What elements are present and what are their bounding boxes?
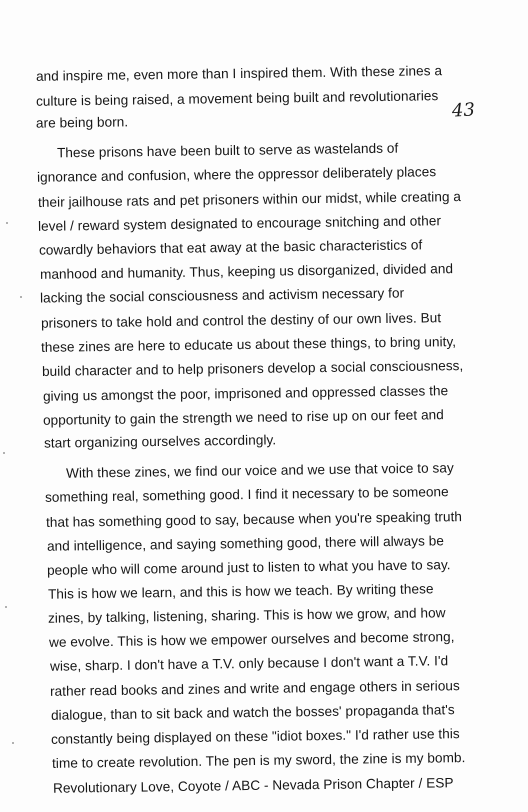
text-line: level / reward system designated to encourage snitching and other <box>37 213 442 234</box>
text-line: ignorance and confusion, where the oppressor deliberately places <box>36 164 437 185</box>
text-line: zines, by talking, listening, sharing. This is how we grow, and how <box>47 605 446 626</box>
scan-speck <box>5 606 7 608</box>
page-number: 43 <box>451 99 476 122</box>
text-line: build character and to help prisoners develop a social consciousness, <box>41 358 464 379</box>
text-line: manhood and humanity. Thus, keeping us disorganized, divided and <box>39 261 454 282</box>
text-line: start organizing ourselves accordingly. <box>43 432 277 451</box>
text-line: are being born. <box>35 114 129 131</box>
text-line: These prisons have been built to serve as wastelands of <box>56 140 399 161</box>
text-line: lacking the social consciousness and activism necessary for <box>39 285 405 306</box>
text-line: rather read books and zines and write and engage others in serious <box>49 678 460 699</box>
text-line: This is how we learn, and this is how we teach. By writing these <box>47 581 434 602</box>
text-line: something real, something good. I find it necessary to be someone <box>44 484 449 505</box>
text-line: and inspire me, even more than I inspired them. With these zines a <box>35 63 443 84</box>
text-line: time to create revolution. The pen is my sword, the zine is my bomb. <box>51 750 466 771</box>
text-line: Revolutionary Love, Coyote / ABC - Nevada Prison Chapter / ESP <box>52 775 454 796</box>
scan-speck <box>20 296 22 298</box>
text-line: opportunity to gain the strength we need to rise up on our feet and <box>42 407 444 428</box>
text-line: these zines are here to educate us about these things, to bring unity, <box>40 334 457 355</box>
text-line: wise, sharp. I don't have a T.V. only because I don't want a T.V. I'd <box>49 653 449 674</box>
text-line: culture is being raised, a movement being built and revolutionaries <box>35 88 439 109</box>
scan-speck <box>6 222 8 224</box>
text-line: dialogue, than to sit back and watch the bosses' propaganda that's <box>50 702 455 723</box>
text-line: prisoners to take hold and control the destiny of our own lives. But <box>40 310 442 331</box>
text-line: their jailhouse rats and pet prisoners within our midst, while creating a <box>37 189 462 210</box>
text-line: that has something good to say, because when you're speaking truth <box>45 509 463 530</box>
text-line: and intelligence, and saying something good, there will always be <box>46 533 445 554</box>
text-line: constantly being displayed on these "idiot boxes." I'd rather use this <box>50 726 460 747</box>
text-line: people who will come around just to listen to what you have to say. <box>46 557 451 578</box>
text-line: giving us amongst the poor, imprisoned and oppressed classes the <box>42 383 449 404</box>
scan-speck <box>3 452 5 454</box>
text-line: we evolve. This is how we empower ourselves and become strong, <box>48 629 455 650</box>
text-line: cowardly behaviors that eat away at the basic characteristics of <box>38 237 423 258</box>
text-line: With these zines, we find our voice and we use that voice to say <box>65 460 454 481</box>
scan-speck <box>12 742 14 744</box>
